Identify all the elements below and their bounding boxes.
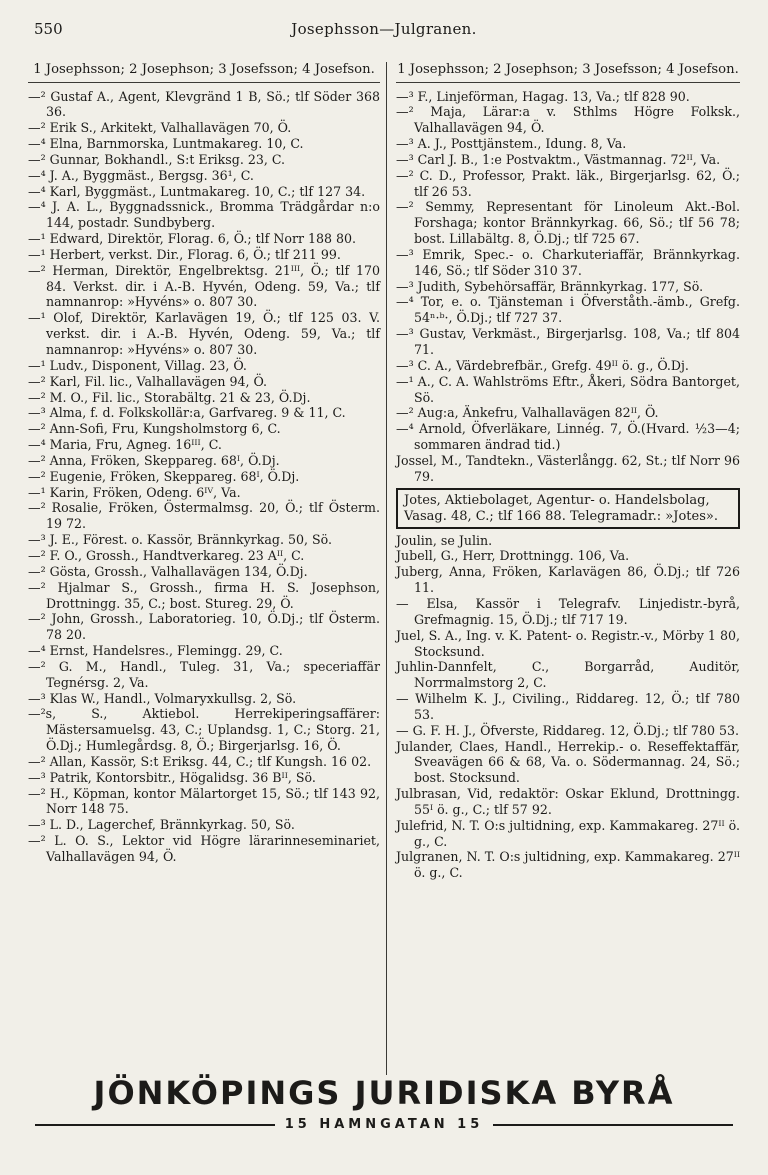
directory-entry: —² Erik S., Arkitekt, Valhallavägen 70, Ö. — [28, 120, 292, 136]
footer-address-row — [28, 1117, 740, 1132]
directory-entry: Jubell, G., Herr, Drottningg. 106, Va. — [396, 548, 630, 564]
directory-entry: —⁴ Elna, Barnmorska, Luntmakareg. 10, C. — [28, 136, 304, 152]
directory-entry: —² Hjalmar S., Grossh., firma H. S. Josephson, Drottningg. 35, C.; bost. Stureg. 29, Ö. — [28, 579, 380, 611]
advertisement-box: Jotes, Aktiebolaget, Agentur- o. Handelsbolag, Vasag. 48, C.; tlf 166 88. Telegramadr.: »Jotes». — [396, 488, 740, 529]
directory-entry: —¹ Edward, Direktör, Florag. 6, Ö.; tlf Norr 188 80. — [28, 231, 357, 247]
directory-entry: —³ Emrik, Spec.- o. Charkuteriaffär, Brännkyrkag. 146, Sö.; tlf Söder 310 37. — [396, 246, 740, 278]
directory-entry: —¹ Herbert, verkst. Dir., Florag. 6, Ö.; tlf 211 99. — [28, 246, 341, 262]
directory-entry: —¹ A., C. A. Wahlströms Eftr., Åkeri, Södra Bantorget, Sö. — [396, 373, 740, 405]
directory-entry: —¹ Olof, Direktör, Karlavägen 19, Ö.; tlf 125 03. V. verkst. dir. i A.-B. Hyvén, Odeng. 59, Va.; tlf namnanrop: »Hyvéns» o. 807 30. — [28, 310, 380, 357]
directory-entry: Juel, S. A., Ing. v. K. Patent- o. Registr.-v., Mörby 1 80, Stocksund. — [396, 627, 740, 659]
footer-address: 15 HAMNGATAN 15 — [284, 1117, 484, 1132]
column-divider — [386, 62, 387, 1075]
directory-entry: —² Eugenie, Fröken, Skeppareg. 68ᴵ, Ö.Dj. — [28, 468, 300, 484]
directory-entry: —¹ Ludv., Disponent, Villag. 23, Ö. — [28, 357, 247, 373]
directory-entry: —² Allan, Kassör, S:t Eriksg. 44, C.; tlf Kungsh. 16 02. — [28, 753, 372, 769]
directory-entry: — G. F. H. J., Öfverste, Riddareg. 12, Ö.Dj.; tlf 780 53. — [396, 722, 739, 738]
directory-entry: —² Anna, Fröken, Skeppareg. 68ᴵ, Ö.Dj. — [28, 452, 280, 468]
columns — [28, 62, 740, 1075]
directory-entry: —² Gunnar, Bokhandl., S:t Eriksg. 23, C. — [28, 151, 286, 167]
directory-entry: — Wilhelm K. J., Civiling., Riddareg. 12, Ö.; tlf 780 53. — [396, 691, 740, 722]
directory-entry: —²s, S., Aktiebol. Herrekiperingsaffärer: Mästersamuelsg. 43, C.; Uplandsg. 1, C.; Storg. 21, Ö.Dj.; Humlegårdsg. 8, Ö.; Birgerjarlsg. 16, Ö. — [28, 706, 380, 754]
directory-entry: —² L. O. S., Lektor vid Högre lärarinneseminariet, Valhallavägen 94, Ö. — [28, 833, 380, 864]
left-column-header: 1 Josephsson; 2 Josephson; 3 Josefsson; 4 Josefson. — [28, 62, 380, 83]
footer-rule-left — [35, 1124, 275, 1126]
directory-entry: —² John, Grossh., Laboratorieg. 10, Ö.Dj.; tlf Österm. 78 20. — [28, 611, 380, 643]
directory-entry: —¹ Karin, Fröken, Odeng. 6ᴵⱽ, Va. — [28, 484, 241, 500]
directory-entry: Jossel, M., Tandtekn., Västerlångg. 62, St.; tlf Norr 96 79. — [396, 452, 740, 484]
running-head — [28, 20, 740, 50]
directory-entry: —² Rosalie, Fröken, Östermalmsg. 20, Ö.; tlf Österm. 19 72. — [28, 500, 380, 532]
directory-entry: —⁴ Arnold, Öfverläkare, Linnég. 7, Ö.(Hvard. ½3—4; sommaren ändrad tid.) — [396, 421, 740, 453]
directory-entry: —² Herman, Direktör, Engelbrektsg. 21ᴵᴵᴵ, Ö.; tlf 170 84. Verkst. dir. i A.-B. Hyvén, Odeng. 59, Va.; tlf namnanrop: »Hyvéns» o. 807 30. — [28, 262, 380, 310]
directory-entry: Julgranen, N. T. O:s jultidning, exp. Kammakareg. 27ᴵᴵ ö. g., C. — [396, 849, 740, 881]
directory-entry: —² Gösta, Grossh., Valhallavägen 134, Ö.Dj. — [28, 563, 308, 579]
directory-entry: — Elsa, Kassör i Telegrafv. Linjedistr.-byrå, Grefmagnig. 15, Ö.Dj.; tlf 717 19. — [396, 595, 740, 627]
directory-entry: —³ F., Linjeförman, Hagag. 13, Va.; tlf 828 90. — [396, 88, 690, 104]
directory-entry: —² M. O., Fil. lic., Storabältg. 21 & 23, Ö.Dj. — [28, 389, 311, 405]
directory-entry: —² H., Köpman, kontor Mälartorget 15, Sö.; tlf 143 92, Norr 148 75. — [28, 785, 380, 817]
directory-page — [28, 20, 741, 1132]
directory-entry: —³ C. A., Värdebrefbär., Grefg. 49ᴵᴵ ö. g., Ö.Dj. — [396, 357, 689, 373]
directory-entry: —⁴ Tor, e. o. Tjänsteman i Öfverståth.-ämb., Grefg. 54ⁿ·ᵇ·, Ö.Dj.; tlf 727 37. — [396, 294, 740, 326]
footer-rule-right — [493, 1124, 733, 1126]
directory-entry: —² Semmy, Representant för Linoleum Akt.-Bol. Forshaga; kontor Brännkyrkag. 66, Sö.; tlf 56 78; bost. Lillabältg. 8, Ö.Dj.; tlf 725 67. — [396, 199, 740, 247]
directory-entry: —⁴ Ernst, Handelsres., Flemingg. 29, C. — [28, 643, 283, 659]
directory-entry: —⁴ Maria, Fru, Agneg. 16ᴵᴵᴵ, C. — [28, 437, 222, 453]
directory-entry: —³ Patrik, Kontorsbitr., Högalidsg. 36 Bᴵᴵ, Sö. — [28, 769, 316, 785]
directory-entry: Juhlin-Dannfelt, C., Borgarråd, Auditör, Norrmalmstorg 2, C. — [396, 659, 740, 691]
left-entry-list — [28, 89, 380, 865]
directory-entry: —² G. M., Handl., Tuleg. 31, Va.; speceriaffär Tegnérsg. 2, Va. — [28, 658, 380, 690]
directory-entry: —³ L. D., Lagerchef, Brännkyrkag. 50, Sö. — [28, 817, 295, 833]
directory-entry: —³ Gustav, Verkmäst., Birgerjarlsg. 108, Va.; tlf 804 71. — [396, 326, 740, 357]
directory-entry: —² Aug:a, Änkefru, Valhallavägen 82ᴵᴵ, Ö. — [396, 405, 659, 421]
directory-entry: —³ Carl J. B., 1:e Postvaktm., Västmannag. 72ᴵᴵ, Va. — [396, 151, 721, 167]
directory-entry: —⁴ J. A. L., Byggnadssnick., Bromma Trädgårdar n:o 144, postadr. Sundbyberg. — [28, 199, 380, 231]
directory-entry: —² Gustaf A., Agent, Klevgränd 1 B, Sö.; tlf Söder 368 36. — [28, 88, 380, 120]
directory-entry: Julefrid, N. T. O:s jultidning, exp. Kammakareg. 27ᴵᴵ ö. g., C. — [396, 817, 741, 849]
directory-entry: —² Karl, Fil. lic., Valhallavägen 94, Ö. — [28, 373, 268, 389]
directory-entry: —³ Alma, f. d. Folkskollär:a, Garfvareg. 9 & 11, C. — [28, 405, 346, 421]
directory-entry: Juberg, Anna, Fröken, Karlavägen 86, Ö.Dj.; tlf 726 11. — [396, 564, 740, 596]
directory-entry: —³ Klas W., Handl., Volmaryxkullsg. 2, Sö. — [28, 690, 297, 706]
left-column — [28, 62, 380, 865]
footer-title: JÖNKÖPINGS JURIDISKA BYRÅ — [93, 1074, 675, 1112]
footer-advert — [28, 1075, 740, 1132]
directory-entry: —⁴ J. A., Byggmäst., Bergsg. 36¹, C. — [28, 167, 254, 183]
directory-entry: —⁴ Karl, Byggmäst., Luntmakareg. 10, C.; tlf 127 34. — [28, 183, 366, 199]
directory-entry: —³ J. E., Förest. o. Kassör, Brännkyrkag. 50, Sö. — [28, 532, 332, 548]
directory-entry: —² F. O., Grossh., Handtverkareg. 23 Aᴵᴵ, C. — [28, 547, 305, 563]
directory-entry: —² Maja, Lärar:a v. Sthlms Högre Folksk., Valhallavägen 94, Ö. — [396, 104, 740, 136]
directory-entry: Joulin, se Julin. — [396, 532, 493, 548]
directory-entry: Julander, Claes, Handl., Herrekip.- o. Reseffektaffär, Sveavägen 66 & 68, Va. o. Södermannag. 24, Sö.; bost. Stocksund. — [396, 738, 740, 786]
directory-entry: —² Ann-Sofi, Fru, Kungsholmstorg 6, C. — [28, 421, 281, 437]
right-entry-list-a — [396, 89, 740, 485]
directory-entry: —³ A. J., Posttjänstem., Idung. 8, Va. — [396, 136, 627, 152]
directory-entry: —² C. D., Professor, Prakt. läk., Birgerjarlsg. 62, Ö.; tlf 26 53. — [396, 167, 740, 199]
page-number: 550 — [34, 20, 63, 38]
right-column-header: 1 Josephsson; 2 Josephson; 3 Josefsson; 4 Josefson. — [396, 62, 740, 83]
right-entry-list-b — [396, 533, 740, 882]
directory-entry: —³ Judith, Sybehörsaffär, Brännkyrkag. 177, Sö. — [396, 278, 704, 294]
running-title: Josephsson—Julgranen. — [291, 20, 477, 38]
right-column — [396, 62, 740, 881]
directory-entry: Julbrasan, Vid, redaktör: Oskar Eklund, Drottningg. 55ᴵ ö. g., C.; tlf 57 92. — [396, 786, 740, 817]
